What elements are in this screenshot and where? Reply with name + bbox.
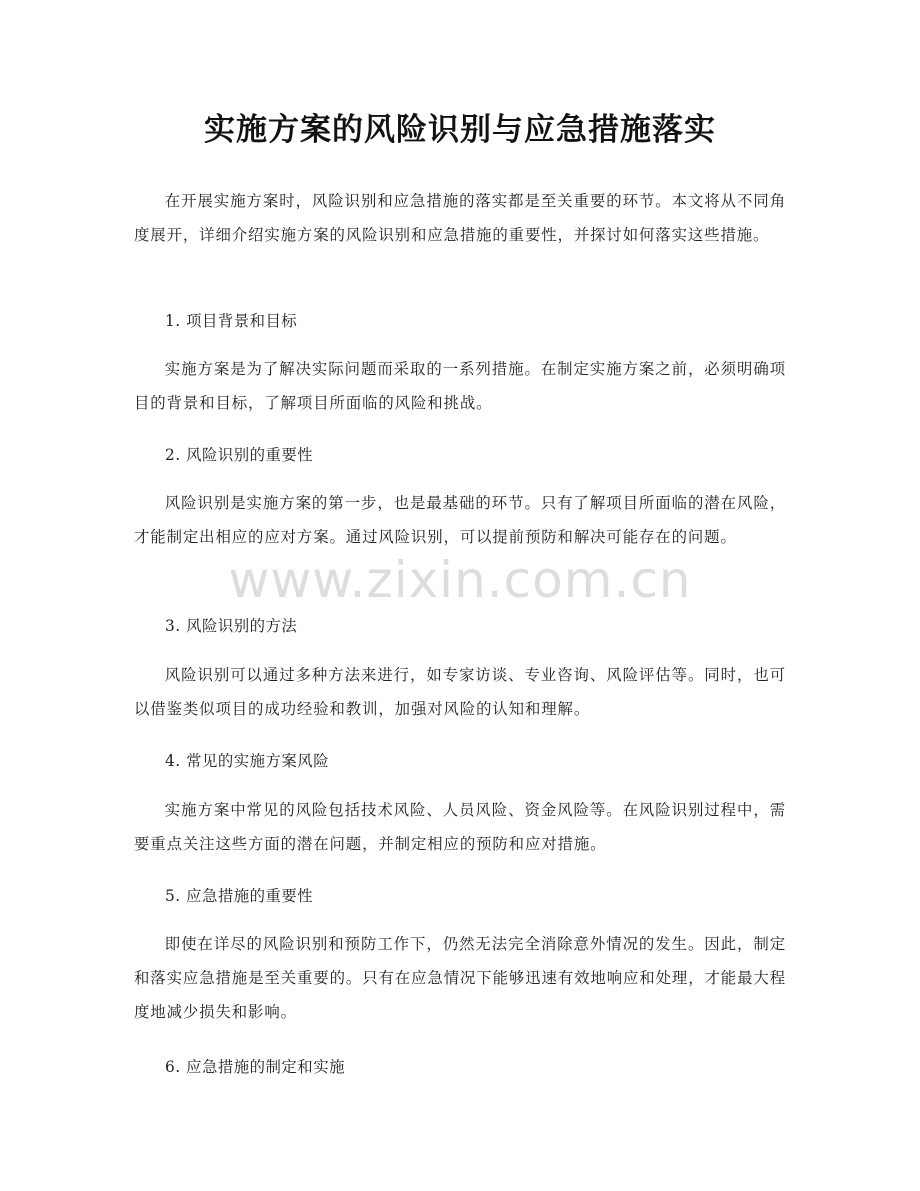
section-heading-2: 2. 风险识别的重要性 — [165, 446, 314, 464]
section-body-4: 实施方案中常见的风险包括技术风险、人员风险、资金风险等。在风险识别过程中，需要重点关注这些方面的潜在问题，并制定相应的预防和应对措施。 — [134, 801, 786, 853]
watermark-text: www.zixin.com.cn — [228, 551, 692, 609]
section-heading-6: 6. 应急措施的制定和实施 — [165, 1058, 345, 1076]
section-body-2: 风险识别是实施方案的第一步，也是最基础的环节。只有了解项目所面临的潜在风险，才能制定出相应的应对方案。通过风险识别，可以提前预防和解决可能存在的问题。 — [134, 494, 786, 546]
section-body-1: 实施方案是为了解决实际问题而采取的一系列措施。在制定实施方案之前，必须明确项目的背景和目标，了解项目所面临的风险和挑战。 — [134, 360, 786, 412]
section-body-5: 即使在详尽的风险识别和预防工作下，仍然无法完全消除意外情况的发生。因此，制定和落实应急措施是至关重要的。只有在应急情况下能够迅速有效地响应和处理，才能最大程度地减少损失和影响。 — [134, 935, 786, 1021]
document-title: 实施方案的风险识别与应急措施落实 — [204, 112, 716, 148]
section-heading-5: 5. 应急措施的重要性 — [165, 887, 314, 905]
section-heading-3: 3. 风险识别的方法 — [165, 617, 298, 635]
intro-paragraph: 在开展实施方案时，风险识别和应急措施的落实都是至关重要的环节。本文将从不同角度展开，详细介绍实施方案的风险识别和应急措施的重要性，并探讨如何落实这些措施。 — [134, 192, 786, 244]
section-heading-4: 4. 常见的实施方案风险 — [165, 752, 330, 770]
section-body-3: 风险识别可以通过多种方法来进行，如专家访谈、专业咨询、风险评估等。同时，也可以借鉴类似项目的成功经验和教训，加强对风险的认知和理解。 — [134, 666, 786, 718]
section-heading-1: 1. 项目背景和目标 — [165, 312, 298, 330]
